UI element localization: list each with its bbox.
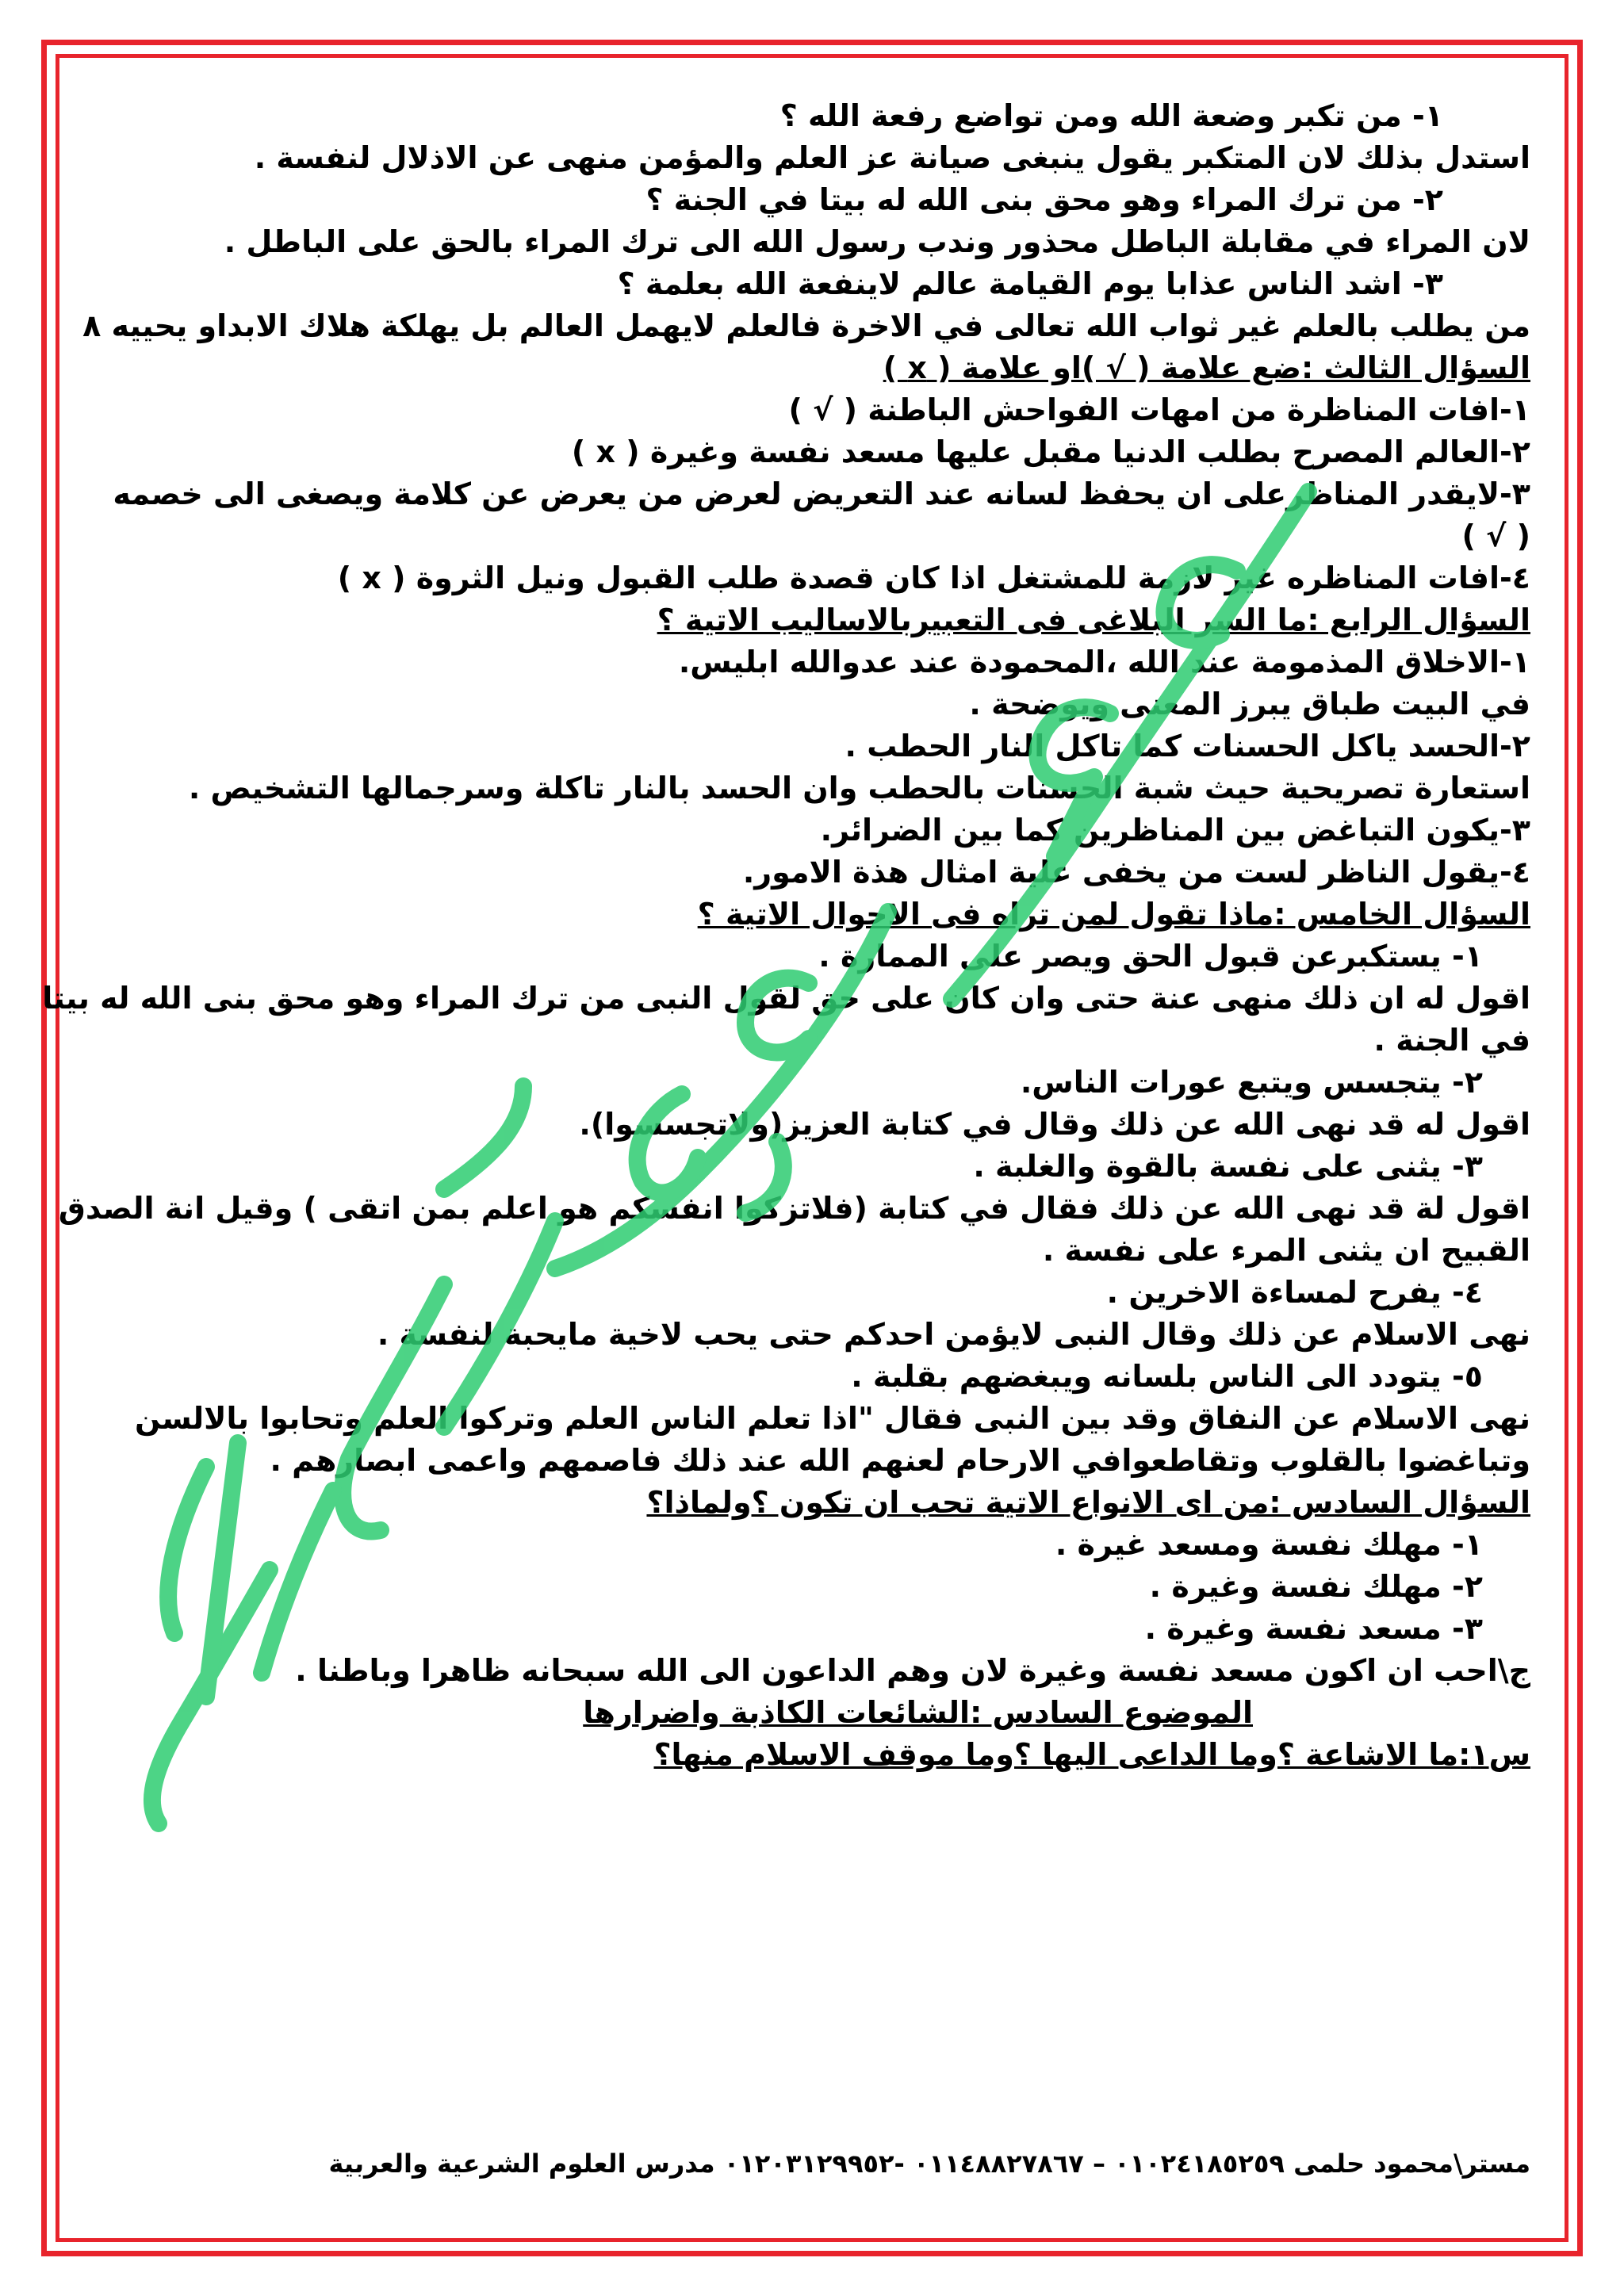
- text-line: [87, 1230, 1530, 1272]
- text-line-content: ٣-يكون التباغض بين المناظرين كما بين الضرائر.: [820, 813, 1530, 848]
- text-line-content: ١- مهلك نفسة ومسعد غيرة .: [1055, 1527, 1483, 1562]
- text-line-content: نهى الاسلام عن ذلك وقال النبى لايؤمن احدكم حتى يحب لاخية مايحبة لنفسة .: [377, 1317, 1530, 1352]
- text-line-content: ٣- مسعد نفسة وغيرة .: [1144, 1611, 1483, 1646]
- text-line-content: السؤال الخامس :ماذا تقول لمن تراه فى الاحوال الاتية ؟: [697, 897, 1530, 932]
- text-line-content: السؤال الرابع :ما السر البلاغى فى التعبيربالاساليب الاتية ؟: [657, 603, 1530, 637]
- text-line-content: في البيت طباق يبرز المعنى ويوضحة .: [969, 687, 1530, 721]
- text-line: [87, 809, 1530, 851]
- text-line: [87, 263, 1530, 305]
- text-line-content: ٣-لايقدر المناظرعلى ان يحفظ لسانه عند التعريض لعرض من يعرض عن كلامة ويصغى الى خصمه: [113, 476, 1530, 511]
- text-line-content: اقول لة قد نهى الله عن ذلك فقال في كتابة (فلاتزكوا انفسكم هو اعلم بمن اتقى ) وقيل انة الصدق: [58, 1191, 1530, 1226]
- section-heading: [87, 599, 1530, 641]
- text-line-content: الموضوع السادس :الشائعات الكاذبة واضرارها: [583, 1695, 1253, 1730]
- section-heading: [87, 347, 1530, 389]
- text-line: [87, 683, 1530, 725]
- text-line-content: ٤-افات المناظره غير لازمة للمشتغل اذا كان قصدة طلب القبول ونيل الثروة ( x ): [337, 561, 1530, 595]
- text-line: [87, 936, 1530, 978]
- text-line-content: ٤-يقول الناظر لست من يخفى علية امثال هذة الامور.: [742, 855, 1530, 890]
- text-line-content: س١:ما الاشاعة ؟وما الداعى اليها ؟وما موقف الاسلام منها؟: [653, 1737, 1530, 1772]
- text-line-content: ٢-الحسد ياكل الحسنات كما تاكل النار الحطب .: [845, 729, 1530, 763]
- text-line: [87, 1356, 1530, 1398]
- text-line-content: استدل بذلك لان المتكبر يقول ينبغى صيانة عز العلم والمؤمن منهى عن الاذلال لنفسة .: [254, 140, 1530, 175]
- text-line: [87, 1566, 1530, 1608]
- text-line: [87, 431, 1530, 473]
- text-line: [58, 1188, 1530, 1230]
- text-line-content: ١- يستكبرعن قبول الحق ويصر على الممارة .: [818, 939, 1483, 974]
- text-line: [87, 767, 1530, 809]
- text-line-content: السؤال الثالث :ضع علامة ( √ )او علامة ( x ): [883, 350, 1530, 385]
- text-line: [87, 641, 1530, 683]
- text-line: [87, 137, 1530, 179]
- document-body: [42, 95, 1530, 1776]
- text-line-content: القبيح ان يثنى المرء على نفسة .: [1042, 1233, 1530, 1268]
- text-line: [87, 1398, 1530, 1440]
- text-line-content: ٣- يثنى على نفسة بالقوة والغلبة .: [973, 1149, 1483, 1184]
- text-line: [87, 1650, 1530, 1692]
- text-line: [87, 557, 1530, 599]
- text-line: [87, 1314, 1530, 1356]
- text-line-content: اقول له ان ذلك منهى عنة حتى وان كان على حق لقول النبى من ترك المراء وهو محق بنى الله له بيتا: [42, 981, 1530, 1016]
- text-line: [82, 305, 1530, 347]
- section-heading: [87, 894, 1530, 936]
- text-line: [87, 1104, 1530, 1146]
- text-line: [87, 1272, 1530, 1314]
- text-line: [87, 221, 1530, 263]
- text-line-content: السؤال السادس :من اى الانواع الاتية تحب ان تكون ؟ولماذا؟: [646, 1485, 1530, 1520]
- text-line-content: استعارة تصريحية حيث شبة الحسنات بالحطب وان الحسد بالنار تاكلة وسرجمالها التشخيص .: [188, 771, 1530, 806]
- text-line: [87, 1608, 1530, 1650]
- text-line: [87, 95, 1530, 137]
- section-heading: [87, 1734, 1530, 1776]
- text-line-content: في الجنة .: [1373, 1023, 1530, 1058]
- text-line-content: ٢- مهلك نفسة وغيرة .: [1149, 1569, 1483, 1604]
- text-line: [87, 1146, 1530, 1188]
- text-line: [42, 978, 1530, 1020]
- text-line: [87, 389, 1530, 431]
- text-line: [87, 1440, 1530, 1482]
- section-heading: [87, 1482, 1530, 1524]
- text-line-content: من يطلب بالعلم غير ثواب الله تعالى في الاخرة فالعلم لايهمل العالم بل يهلكة هلاك الابداو يحييه ٨: [82, 308, 1530, 343]
- text-line: [87, 725, 1530, 767]
- text-line-content: ٤- يفرح لمساءة الاخرين .: [1106, 1275, 1483, 1310]
- text-line: [87, 1524, 1530, 1566]
- text-line-content: ( √ ): [1461, 519, 1530, 553]
- text-line-content: نهى الاسلام عن النفاق وقد بين النبى فقال "اذا تعلم الناس العلم وتركوا العلم وتحابوا بالالسن: [135, 1401, 1530, 1436]
- text-line-content: اقول له قد نهى الله عن ذلك وقال في كتابة العزيز(ولاتجسسوا).: [579, 1107, 1530, 1142]
- text-line-content: ٢- يتجسس ويتبع عورات الناس.: [1020, 1065, 1483, 1100]
- text-line-content: ج\احب ان اكون مسعد نفسة وغيرة لان وهم الداعون الى الله سبحانه ظاهرا وباطنا .: [295, 1653, 1530, 1688]
- section-heading: [87, 1692, 1530, 1734]
- text-line: [87, 515, 1530, 557]
- text-line-content: ١- من تكبر وضعة الله ومن تواضع رفعة الله ؟: [779, 98, 1443, 133]
- footer-contact: مستر\محمود حلمى ٠١٠٢٤١٨٥٢٥٩ – ٠١١٤٨٨٢٧٨٦٧ -٠١٢٠٣١٢٩٩٥٢ مدرس العلوم الشرعية والعربية: [328, 2149, 1530, 2179]
- text-line-content: ٥- يتودد الى الناس بلسانه ويبغضهم بقلبة .: [851, 1359, 1483, 1394]
- text-line-content: ٢-العالم المصرح بطلب الدنيا مقبل عليها مسعد نفسة وغيرة ( x ): [571, 434, 1530, 469]
- text-line: [87, 1062, 1530, 1104]
- text-line-content: ١-الاخلاق المذمومة عند الله ،المحمودة عند عدوالله ابليس.: [678, 645, 1530, 679]
- text-line: [87, 1020, 1530, 1062]
- text-line-content: وتباغضوا بالقلوب وتقاطعوافي الارحام لعنهم الله عند ذلك فاصمهم واعمى ابصارهم .: [270, 1443, 1530, 1478]
- text-line: [87, 851, 1530, 894]
- text-line-content: ٢- من ترك المراء وهو محق بنى الله له بيتا في الجنة ؟: [645, 182, 1443, 217]
- text-line: [87, 473, 1530, 515]
- text-line-content: لان المراء في مقابلة الباطل محذور وندب رسول الله الى ترك المراء بالحق على الباطل .: [224, 224, 1530, 259]
- text-line-content: ١-افات المناظرة من امهات الفواحش الباطنة ( √ ): [788, 392, 1530, 427]
- text-line: [87, 179, 1530, 221]
- text-line-content: ٣- اشد الناس عذابا يوم القيامة عالم لاينفعة الله بعلمة ؟: [617, 266, 1443, 301]
